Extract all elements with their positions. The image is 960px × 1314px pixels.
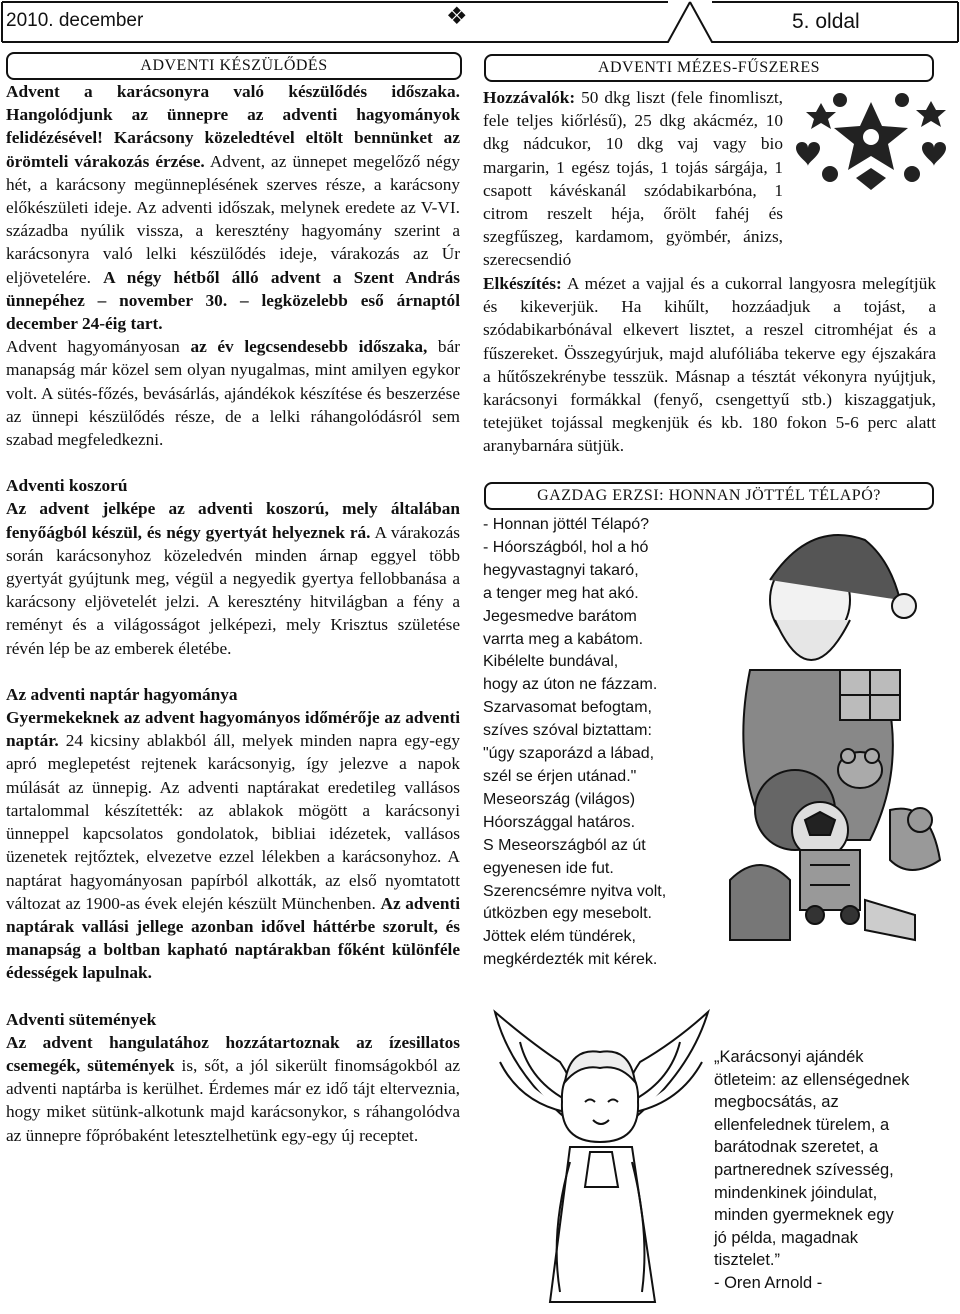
angel-illustration	[490, 1002, 712, 1314]
quote-line: ötleteim: az ellenségednek	[714, 1070, 910, 1089]
left-column	[6, 80, 460, 1147]
cookie-star-illustration	[786, 82, 956, 194]
quote-line: jó példa, magadnak	[714, 1228, 859, 1247]
poem-line: hegyvastagnyi takaró,	[483, 561, 639, 579]
left-section-title: ADVENTI KÉSZÜLŐDÉS	[6, 52, 462, 80]
issue-date: 2010. december	[6, 10, 144, 31]
poem-line: Meseország (világos)	[483, 790, 636, 808]
preparation-label: Elkészítés:	[483, 274, 562, 293]
wreath-heading: Adventi koszorú	[6, 476, 128, 496]
recipe-title: ADVENTI MÉZES-FŰSZERES	[484, 54, 934, 82]
page-number: 5. oldal	[792, 10, 860, 33]
poem-line: - Hóországból, hol a hó	[483, 538, 649, 556]
quote-line: minden gyermeknek egy	[714, 1206, 894, 1225]
header-frame	[0, 0, 960, 48]
christmas-quote	[714, 1046, 909, 1295]
ingredients-label: Hozzávalók:	[483, 88, 576, 107]
poem-line: útközben egy mesebolt.	[483, 905, 652, 923]
preparation-block	[483, 272, 936, 458]
intro-text: Advent, az ünnepet megelőző négy hét, a karácsony megünneplésének szerves része, a karácsony előkészületi ideje. Az adventi időszak, melynek eredete az V-VI. századba nyúlik vissza, a keresztény hagyomány szerint a karácsonyra való lelki készülődés ideje, várakozás az Úr eljövetelére.	[6, 151, 460, 287]
quote-line: „Karácsonyi ajándék	[714, 1048, 864, 1066]
quote-line: megbocsátás, az	[714, 1093, 839, 1112]
santa-illustration	[690, 520, 955, 955]
poem-line: szél se érjen utánad."	[483, 767, 637, 785]
poem-line: Jöttek elém tündérek,	[483, 928, 636, 946]
poem-line: varrta meg a kabátom.	[483, 630, 644, 648]
cookies-bold: Az advent hangulatához hozzátartoznak az ízesillatos csemegék, sütemények	[6, 1032, 460, 1075]
poem-line: - Honnan jöttél Télapó?	[483, 516, 650, 533]
quote-line: barátodnak szeretet, a	[714, 1138, 879, 1157]
calendar-text: 24 kicsiny ablakból áll, melyek minden napra egy-egy apró meglepetést rejtenek karácsonyig, így jelezve a napok múlását az ünnepig. Az adventi naptárakat eredetileg vallásos tartalommal készítették: az ablakok mögött a karácsonyi ünneppel kapcsolatos gondolatok, bibliai idézetek, vallásos üzenetek rejtőztek, elvezetve ezzel lélekben a karácsonyhoz. A naptárat hagyományosan papírból alkották, az első nyomtatott változat az 1900-as évek elején készült Münchenben.	[6, 731, 460, 913]
quiet-text-c: bár manapság már közel sem olyan nyugalmas, mint amilyen egykor volt. A sütés-főzés, bevásárlás, ajándékok készítése és beszerzése az ünnepi készülődés része, de a lelki ráhangolódásról sem szabad megfeledkezni.	[6, 337, 460, 450]
poem-line: Jegesmedve barátom	[483, 607, 637, 625]
ingredients-block	[483, 86, 783, 272]
calendar-bold-2: Az adventi naptárak vallási jellege azonban idővel háttérbe szorult, és manapság a boltban kapható naptárakban főként különféle édességek lapulnak.	[6, 893, 461, 983]
quote-line: ellenfelednek türelem, a	[714, 1115, 890, 1134]
quote-line: mindenkinek jóindulat,	[714, 1183, 878, 1202]
poem-text	[483, 514, 666, 972]
quiet-text-a: Advent hagyományosan	[6, 337, 191, 357]
preparation-text: A mézet a vajjal és a cukorral langyosra melegítjük és kikeverjük. Ha kihűlt, hozzáadjuk a tojást, a szódabikarbónával elkevert lisztet, a reszel citromhéjat és a fűszereket. Összegyúrjuk, majd alufóliába tekerve egy éjszakára a hűtőszekrénybe tesszük. Másnap a tésztát vékonyra nyújtjuk, karácsonyi formákkal (fenyő, csengettyű stb.) kiszaggatjuk, tetejüket tojással megkenjük és kb. 180 fokon 5-6 perc alatt aranybarnára sütjük.	[483, 274, 936, 456]
wreath-bold: Az advent jelképe az adventi koszorú, mely általában fenyőágból készül, és négy gyertyát helyeznek rá.	[6, 499, 460, 542]
poem-line: megkérdezték mit kérek.	[483, 951, 658, 969]
poem-line: a tenger meg hat akó.	[483, 584, 639, 602]
intro-bold: Advent a karácsonyra való készülődés időszaka. Hangolódjunk az ünnepre az adventi hagyományok felidézésével! Karácsony közeledtével eltölt bennünket az örömteli várakozás érzése.	[6, 82, 460, 171]
intro-bold-2: A négy hétből álló advent a Szent András ünnepéhez – november 30. – legközelebb eső árnaptól december 24-éig tart.	[6, 267, 461, 334]
poem-line: hogy az úton ne fázzam.	[483, 676, 658, 694]
cookies-heading: Adventi sütemények	[6, 1009, 157, 1029]
poem-line: szíves szóval biztattam:	[483, 722, 652, 740]
calendar-bold: Gyermekeknek az advent hagyományos időmérője az adventi naptár.	[6, 708, 460, 751]
poem-line: S Meseországból az út	[483, 836, 646, 854]
poem-line: Szarvasomat befogtam,	[483, 699, 652, 717]
calendar-heading: Az adventi naptár hagyománya	[6, 684, 238, 704]
poem-title: GAZDAG ERZSI: HONNAN JÖTTÉL TÉLAPÓ?	[484, 482, 934, 510]
poem-line: Szerencsémre nyitva volt,	[483, 882, 667, 900]
quiet-text-b: az év legcsendesebb időszaka,	[190, 337, 428, 357]
quote-line: tisztelet.”	[714, 1251, 781, 1270]
poem-line: Hóországgal határos.	[483, 813, 636, 831]
ingredients-text: 50 dkg liszt (fele finomliszt, fele teljes kiőrlésű), 25 dkg akácméz, 10 dkg nádcukor, 10 dkg vaj vagy bio margarin, 1 egész tojás, 1 tojás sárgája, 1 csapott kávéskanál szódabikarbóna, 1 citrom reszelt héja, őrölt fahéj és szegfűszeg, kardamom, gyömbér, ánizs, szerecsendió	[483, 88, 783, 270]
poem-line: "úgy szaporázd a lábad,	[483, 745, 655, 763]
quote-line: - Oren Arnold -	[714, 1273, 823, 1292]
ornament-icon: ❖	[446, 4, 468, 30]
wreath-text: A várakozás során karácsonyhoz közeledvén minden árnap eggyel több gyertyát gyújtunk meg, végül a negyedik gyertya fellobbanása a karácsony eljövetelét jelzi. A keresztény hitvilágban a fény a reményt és a világosságot jelképezi, mely Krisztus születése révén lép be az emberek életébe.	[6, 522, 460, 658]
cookies-text: is, sőt, a jól sikerült finomságokból az adventi naptárba is kerülhet. Érdemes már ez idő tájt elterveznia, hogy miket sütünk-alkotunk majd karácsonykor, s ráhangolódva az ünnepre főpróbaként letesztelhetünk egy-egy új receptet.	[6, 1055, 460, 1145]
poem-line: Kibélelte bundával,	[483, 653, 619, 671]
quote-line: partnerednek szívesség,	[714, 1160, 894, 1179]
poem-line: egyenesen ide fut.	[483, 859, 614, 877]
